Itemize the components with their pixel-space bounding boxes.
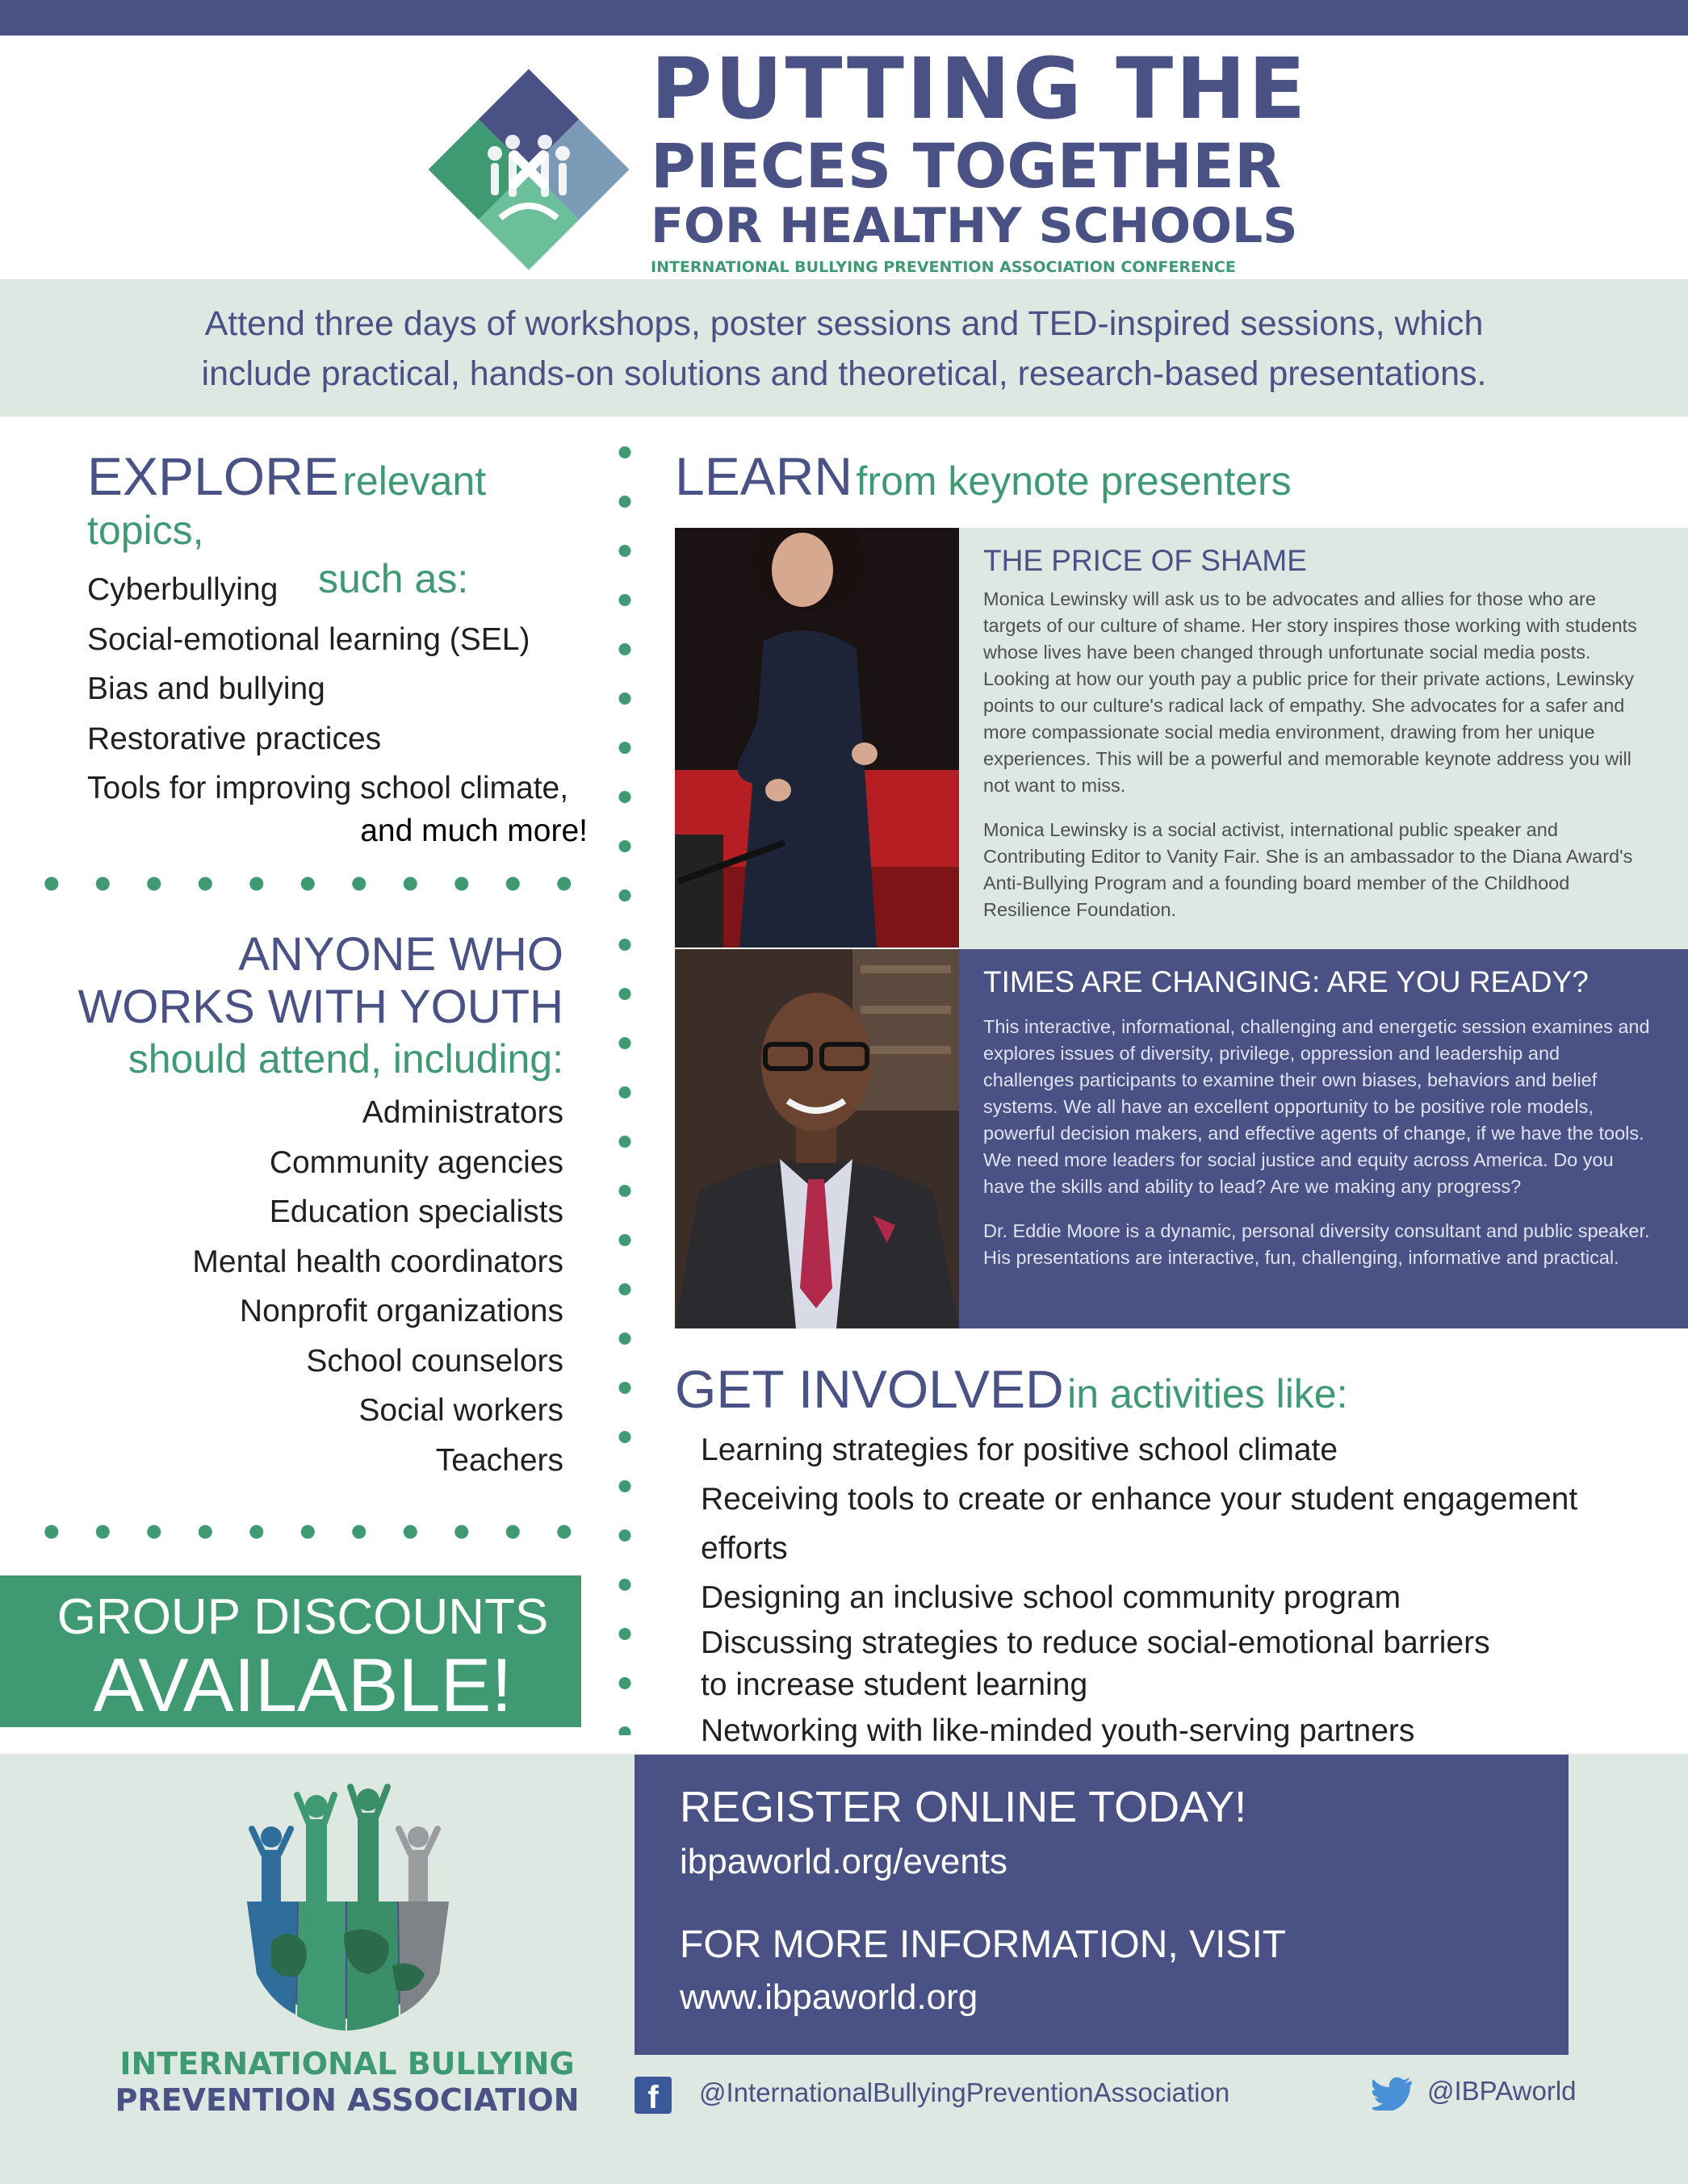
- list-item: Education specialists: [269, 1195, 563, 1229]
- get-involved-title: GET INVOLVED: [675, 1359, 1064, 1419]
- horizontal-dot-divider: [26, 876, 591, 892]
- keynote-speaker-2-photo: [675, 949, 959, 1328]
- list-item: Tools for improving school climate,: [87, 771, 569, 805]
- keynote-1-description: Monica Lewinsky will ask us to be advocates and allies for those who are targets of our culture of shame. Her story inspires those working with students whose lives have been changed through unfortunate social media posts. Looking at how our youth pay a public price for their private actions, Lewinsky points to our culture's radical lack of empathy. She advocates for a safer and more compassionate social media environment, drawing from her unique experiences. This will be a powerful and memorable keynote address you will not want to miss.: [983, 588, 1637, 796]
- get-involved-heading: [675, 1358, 1348, 1420]
- explore-subtitle-2: such as:: [318, 556, 469, 601]
- top-bar: [0, 0, 1688, 36]
- list-item: Designing an inclusive school community program: [701, 1580, 1401, 1615]
- info-title: FOR MORE INFORMATION, VISIT: [680, 1923, 1287, 1966]
- conference-title: [651, 40, 1309, 300]
- org-name-line-2: PREVENTION ASSOCIATION: [115, 2082, 580, 2118]
- title-line-3: FOR HEALTHY SCHOOLS: [651, 198, 1298, 254]
- keynote-1-text: [983, 586, 1645, 923]
- keynote-2-text: [983, 1014, 1653, 1271]
- list-item: Bias and bullying: [87, 672, 325, 706]
- group-discounts-line-2: AVAILABLE!: [93, 1642, 513, 1727]
- register-link[interactable]: ibpaworld.org/events: [680, 1842, 1008, 1881]
- list-item: Administrators: [362, 1095, 563, 1130]
- keynote-2-title: TIMES ARE CHANGING: ARE YOU READY?: [983, 965, 1589, 998]
- keynote-speaker-1-photo: [675, 528, 959, 948]
- roles-list: [32, 1088, 563, 1485]
- list-item: Cyberbullying: [87, 572, 279, 607]
- activities-list: [701, 1425, 1669, 1755]
- list-item: Discussing strategies to reduce social-emotional barriers: [701, 1625, 1490, 1660]
- anyone-heading-line-2: WORKS WITH YOUTH: [77, 981, 563, 1033]
- list-item: Nonprofit organizations: [239, 1294, 563, 1328]
- and-much-more: and much more!: [360, 813, 588, 848]
- twitter-handle[interactable]: @IBPAworld: [1427, 2076, 1577, 2106]
- keynote-1-bio: Monica Lewinsky is a social activist, international public speaker and Contributing Editor to Vanity Fair. She is an ambassador to the Diana Award's Anti-Bullying Program and a founding board member of the Childhood Resilience Foundation.: [983, 819, 1633, 920]
- website-link[interactable]: www.ibpaworld.org: [680, 1977, 978, 2017]
- org-name-line-1: INTERNATIONAL BULLYING: [119, 2046, 575, 2081]
- anyone-heading: [32, 928, 563, 1033]
- list-item: to increase student learning: [701, 1667, 1088, 1702]
- intro-line-2: include practical, hands-on solutions and theoretical, research-based presentations.: [201, 354, 1487, 393]
- group-discounts-line-1: GROUP DISCOUNTS: [57, 1589, 549, 1645]
- list-item: Mental health coordinators: [192, 1244, 563, 1279]
- keynote-2-bio: Dr. Eddie Moore is a dynamic, personal diversity consultant and public speaker. His presentations are interactive, fun, challenging, informative and practical.: [983, 1220, 1650, 1268]
- get-involved-subtitle: in activities like:: [1067, 1371, 1348, 1416]
- topics-list: [87, 565, 588, 849]
- explore-subtitle-1: relevant topics,: [87, 458, 487, 553]
- list-item: Social-emotional learning (SEL): [87, 621, 530, 657]
- keynote-1-title: THE PRICE OF SHAME: [983, 544, 1307, 577]
- register-title: REGISTER ONLINE TODAY!: [680, 1783, 1247, 1831]
- list-item: Networking with like-minded youth-serving partners: [701, 1713, 1415, 1748]
- learn-subtitle: from keynote presenters: [856, 458, 1292, 504]
- explore-title: EXPLORE: [87, 446, 339, 506]
- conference-puzzle-logo: [424, 65, 634, 274]
- list-item: Social workers: [358, 1393, 563, 1428]
- list-item: Community agencies: [269, 1144, 563, 1180]
- keynote-2-description: This interactive, informational, challenging and energetic session examines and explores issues of diversity, privilege, oppression and leadership and challenges participants to examine their own biases, behaviors and belief systems. We all have an excellent opportunity to be positive role models, powerful decision makers, and effective agents of change, if we have the tools. We need more leaders for social justice and equity across America. Do you have the skills and ability to lead? Are we making any progress?: [983, 1016, 1650, 1197]
- title-line-1: PUTTING THE: [651, 40, 1309, 138]
- list-item: School counselors: [306, 1343, 563, 1379]
- anyone-subheading: should attend, including:: [128, 1036, 563, 1082]
- list-item: Learning strategies for positive school climate: [701, 1433, 1338, 1467]
- facebook-handle[interactable]: @InternationalBullyingPreventionAssociation: [699, 2077, 1230, 2107]
- list-item: Receiving tools to create or enhance your student engagement efforts: [701, 1482, 1578, 1566]
- list-item: Restorative practices: [87, 721, 382, 756]
- horizontal-dot-divider: [26, 1524, 591, 1540]
- list-item: Teachers: [435, 1442, 563, 1478]
- learn-heading: [675, 446, 1292, 507]
- conference-subtitle: INTERNATIONAL BULLYING PREVENTION ASSOCIATION CONFERENCE: [651, 258, 1236, 276]
- intro-line-1: Attend three days of workshops, poster sessions and TED-inspired sessions, which: [204, 304, 1484, 343]
- title-line-2: PIECES TOGETHER: [651, 130, 1282, 202]
- ibpa-logo: [239, 1772, 457, 2047]
- intro-text: [48, 299, 1640, 399]
- vertical-dot-divider: [618, 428, 631, 1735]
- anyone-heading-line-1: ANYONE WHO: [238, 928, 563, 981]
- twitter-icon[interactable]: [1372, 2077, 1413, 2111]
- learn-title: LEARN: [675, 446, 853, 506]
- facebook-icon[interactable]: f: [635, 2077, 672, 2114]
